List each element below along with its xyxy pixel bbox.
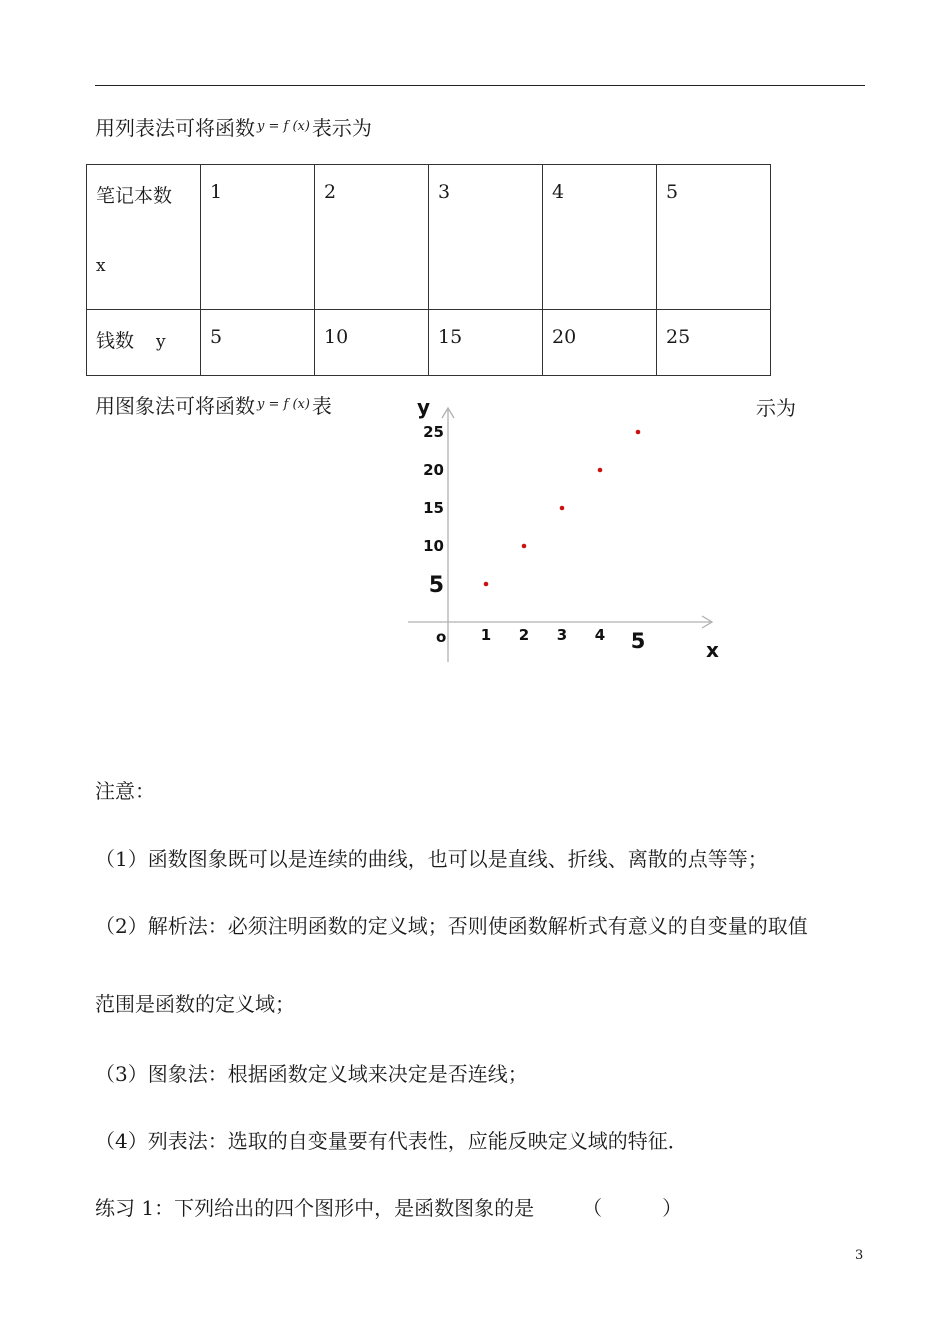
x-tick-label: 5 [630, 629, 646, 653]
y-tick-labels [423, 423, 444, 598]
table-cell: 25 [657, 310, 771, 376]
x-tick-label: 1 [480, 626, 492, 644]
data-points [484, 430, 641, 587]
data-point [598, 468, 603, 473]
y-tick-label: 10 [423, 537, 444, 555]
row-var-x: x [96, 256, 106, 276]
graph-intro-text: 用图象法可将函数 [95, 394, 255, 418]
note-item-1: （1）函数图象既可以是连续的曲线，也可以是直线、折线、离散的点等等； [95, 847, 768, 871]
page-number: 3 [855, 1248, 864, 1263]
table-cell: 5 [657, 165, 771, 310]
table-cell: 1 [201, 165, 315, 310]
note-item-4: （4）列表法：选取的自变量要有代表性，应能反映定义域的特征． [95, 1129, 688, 1153]
y-axis-label: y [417, 395, 431, 419]
table-cell: 10 [315, 310, 429, 376]
function-formula: y = f (x) [257, 119, 310, 134]
table-header-cell-y [87, 310, 201, 376]
y-tick-label: 5 [428, 573, 444, 598]
table-intro-text: 用列表法可将函数 [95, 116, 255, 140]
x-tick-label: 4 [594, 626, 606, 644]
notes-title: 注意： [95, 779, 155, 803]
y-tick-label: 15 [423, 499, 444, 517]
table-cell: 15 [429, 310, 543, 376]
y-tick-label: 20 [423, 461, 444, 479]
note-item-3: （3）图象法：根据函数定义域来决定是否连线； [95, 1062, 528, 1086]
header-rule [95, 85, 865, 86]
table-intro-tail: 表示为 [311, 116, 372, 140]
table-row-x [87, 165, 771, 310]
exercise-text: 练习 1：下列给出的四个图形中，是函数图象的是 [95, 1196, 535, 1220]
graph-intro-line [95, 390, 332, 419]
note-item-2-cont: 范围是函数的定义域； [95, 992, 295, 1016]
table-header-cell-x [87, 165, 201, 310]
function-table [86, 164, 771, 376]
row-var-y: y [156, 332, 166, 352]
table-cell: 2 [315, 165, 429, 310]
data-point [522, 544, 527, 549]
x-axis-label: x [706, 638, 719, 662]
data-point [560, 506, 565, 511]
x-tick-label: 2 [518, 626, 530, 644]
row-label-money: 钱数 [96, 330, 135, 352]
y-tick-label: 25 [423, 423, 444, 441]
answer-blank: （ ） [582, 1196, 683, 1220]
graph-intro-tail: 示为 [756, 396, 796, 420]
scatter-chart [400, 390, 730, 680]
graph-intro-mid: 表 [311, 394, 332, 418]
table-row-y [87, 310, 771, 376]
chart-axes [408, 408, 712, 662]
table-cell: 20 [543, 310, 657, 376]
note-item-2: （2）解析法：必须注明函数的定义域；否则使函数解析式有意义的自变量的取值 [95, 914, 808, 938]
data-point [484, 582, 489, 587]
table-cell: 3 [429, 165, 543, 310]
exercise-question [95, 1192, 682, 1221]
x-tick-label: 3 [556, 626, 568, 644]
function-formula: y = f (x) [257, 397, 310, 412]
data-point [636, 430, 641, 435]
row-label-notebooks: 笔记本数 [96, 185, 173, 207]
x-tick-labels [481, 626, 646, 653]
table-intro-line [95, 112, 372, 141]
table-cell: 5 [201, 310, 315, 376]
origin-label: o [436, 628, 447, 646]
table-cell: 4 [543, 165, 657, 310]
